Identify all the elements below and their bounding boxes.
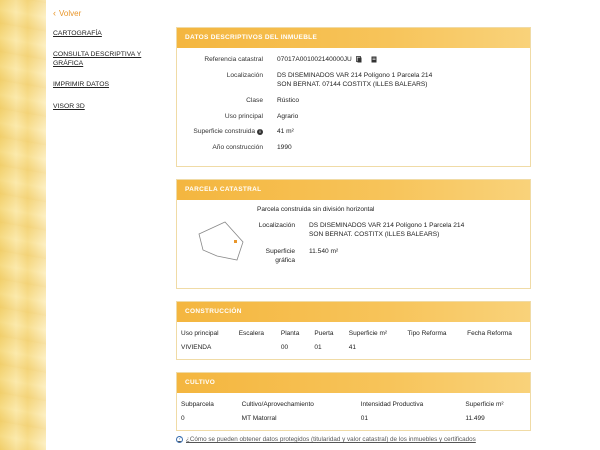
parcel-sup-row [237, 248, 527, 266]
cell-puerta: 01 [314, 344, 322, 352]
table-row [177, 341, 530, 359]
superficie-value: 41 m² [277, 128, 294, 136]
help-icon: ? [176, 436, 183, 443]
col-cultivo: Cultivo/Aprovechamiento [241, 401, 314, 409]
col-fecha-reforma: Fecha Reforma [467, 330, 512, 338]
parcel-sup-label-1: Superficie [265, 248, 295, 256]
clase-label: Clase [246, 96, 263, 104]
loc-line1: DS DISEMINADOS VAR 214 Polígono 1 Parcela 214 [277, 71, 433, 79]
col-escalera: Escalera [238, 330, 265, 338]
construccion-panel-title: CONSTRUCCIÓN [177, 302, 530, 322]
copy-icon[interactable] [356, 56, 362, 63]
col-subparcela: Subparcela [181, 401, 214, 409]
parcel-sup-label-2: gráfica [275, 256, 295, 264]
anio-row [177, 144, 530, 153]
info-icon[interactable]: i [257, 129, 263, 135]
cell-intensidad: 01 [360, 415, 368, 423]
cell-superficie: 41 [348, 344, 356, 352]
anio-value: 1990 [277, 144, 292, 152]
construccion-table [177, 322, 530, 359]
main-content [176, 27, 531, 443]
cultivo-panel [176, 372, 531, 431]
parcel-sup-value: 11.540 m² [309, 248, 339, 256]
protected-data-link[interactable] [176, 436, 556, 443]
cell-cultivo: MT Matorral [241, 415, 277, 423]
table-row [177, 412, 530, 430]
back-label: Volver [59, 8, 82, 18]
protected-data-link-text: ¿Cómo se pueden obtener datos protegidos (titularidad y valor catastral) de los inmuebles y certificados [186, 436, 476, 443]
loc-row [177, 72, 530, 90]
cell-planta: 00 [280, 344, 289, 352]
ref-row [177, 56, 530, 65]
parcel-panel [176, 179, 531, 289]
descriptive-panel-title: DATOS DESCRIPTIVOS DEL INMUEBLE [177, 28, 530, 48]
descriptive-panel [176, 27, 531, 167]
document-icon[interactable] [371, 56, 377, 63]
cell-tipo-reforma [403, 341, 463, 359]
cell-fecha-reforma [463, 341, 530, 359]
cultivo-panel-title: CULTIVO [177, 373, 530, 393]
ref-value: 07017A001002140000JU [277, 56, 352, 63]
superficie-label: Superficie construida [193, 128, 255, 136]
clase-value: Rústico [277, 96, 299, 104]
col-planta: Planta [280, 330, 300, 338]
clase-row [177, 97, 530, 106]
col-uso: Uso principal [181, 330, 219, 338]
parcel-loc-line2: SON BERNAT. COSTITX (ILLES BALEARS) [309, 231, 440, 239]
col-tipo-reforma: Tipo Reforma [407, 330, 447, 338]
back-link[interactable] [53, 8, 81, 18]
parcel-loc-row [237, 222, 527, 240]
sidebar-nav [53, 30, 165, 124]
decorative-side-strip [0, 0, 46, 450]
col-intensidad: Intensidad Productiva [360, 401, 424, 409]
loc-label: Localización [226, 71, 263, 79]
col-superficie-cultivo: Superficie m² [465, 401, 504, 409]
construccion-panel [176, 301, 531, 360]
chevron-left-icon: ‹ [53, 8, 56, 18]
uso-row [177, 113, 530, 122]
uso-value: Agrario [277, 112, 299, 120]
nav-imprimir-datos[interactable]: IMPRIMIR DATOS [53, 81, 110, 89]
cell-escalera [235, 341, 277, 359]
cell-uso: VIVIENDA [181, 344, 212, 352]
nav-visor-3d[interactable]: VISOR 3D [53, 102, 85, 110]
parcel-subtitle: Parcela construida sin división horizontal [257, 206, 375, 214]
parcel-panel-title: PARCELA CATASTRAL [177, 180, 530, 200]
col-superficie: Superficie m² [348, 330, 388, 338]
nav-consulta-descriptiva[interactable]: CONSULTA DESCRIPTIVA Y GRÁFICA [53, 51, 142, 67]
loc-line2: SON BERNAT. 07144 COSTITX (ILLES BALEARS) [277, 80, 428, 88]
cell-superficie-cultivo: 11.499 [465, 415, 485, 423]
parcel-loc-label: Localización [258, 222, 295, 230]
nav-cartografia[interactable]: CARTOGRAFÍA [53, 30, 102, 37]
col-puerta: Puerta [314, 330, 334, 338]
superficie-row [177, 128, 530, 137]
parcel-loc-line1: DS DISEMINADOS VAR 214 Polígono 1 Parcela 214 [309, 222, 465, 230]
ref-label: Referencia catastral [204, 56, 263, 63]
uso-label: Uso principal [224, 112, 263, 120]
cell-subparcela: 0 [181, 415, 185, 423]
cultivo-table [177, 393, 530, 430]
anio-label: Año construcción [212, 144, 263, 152]
